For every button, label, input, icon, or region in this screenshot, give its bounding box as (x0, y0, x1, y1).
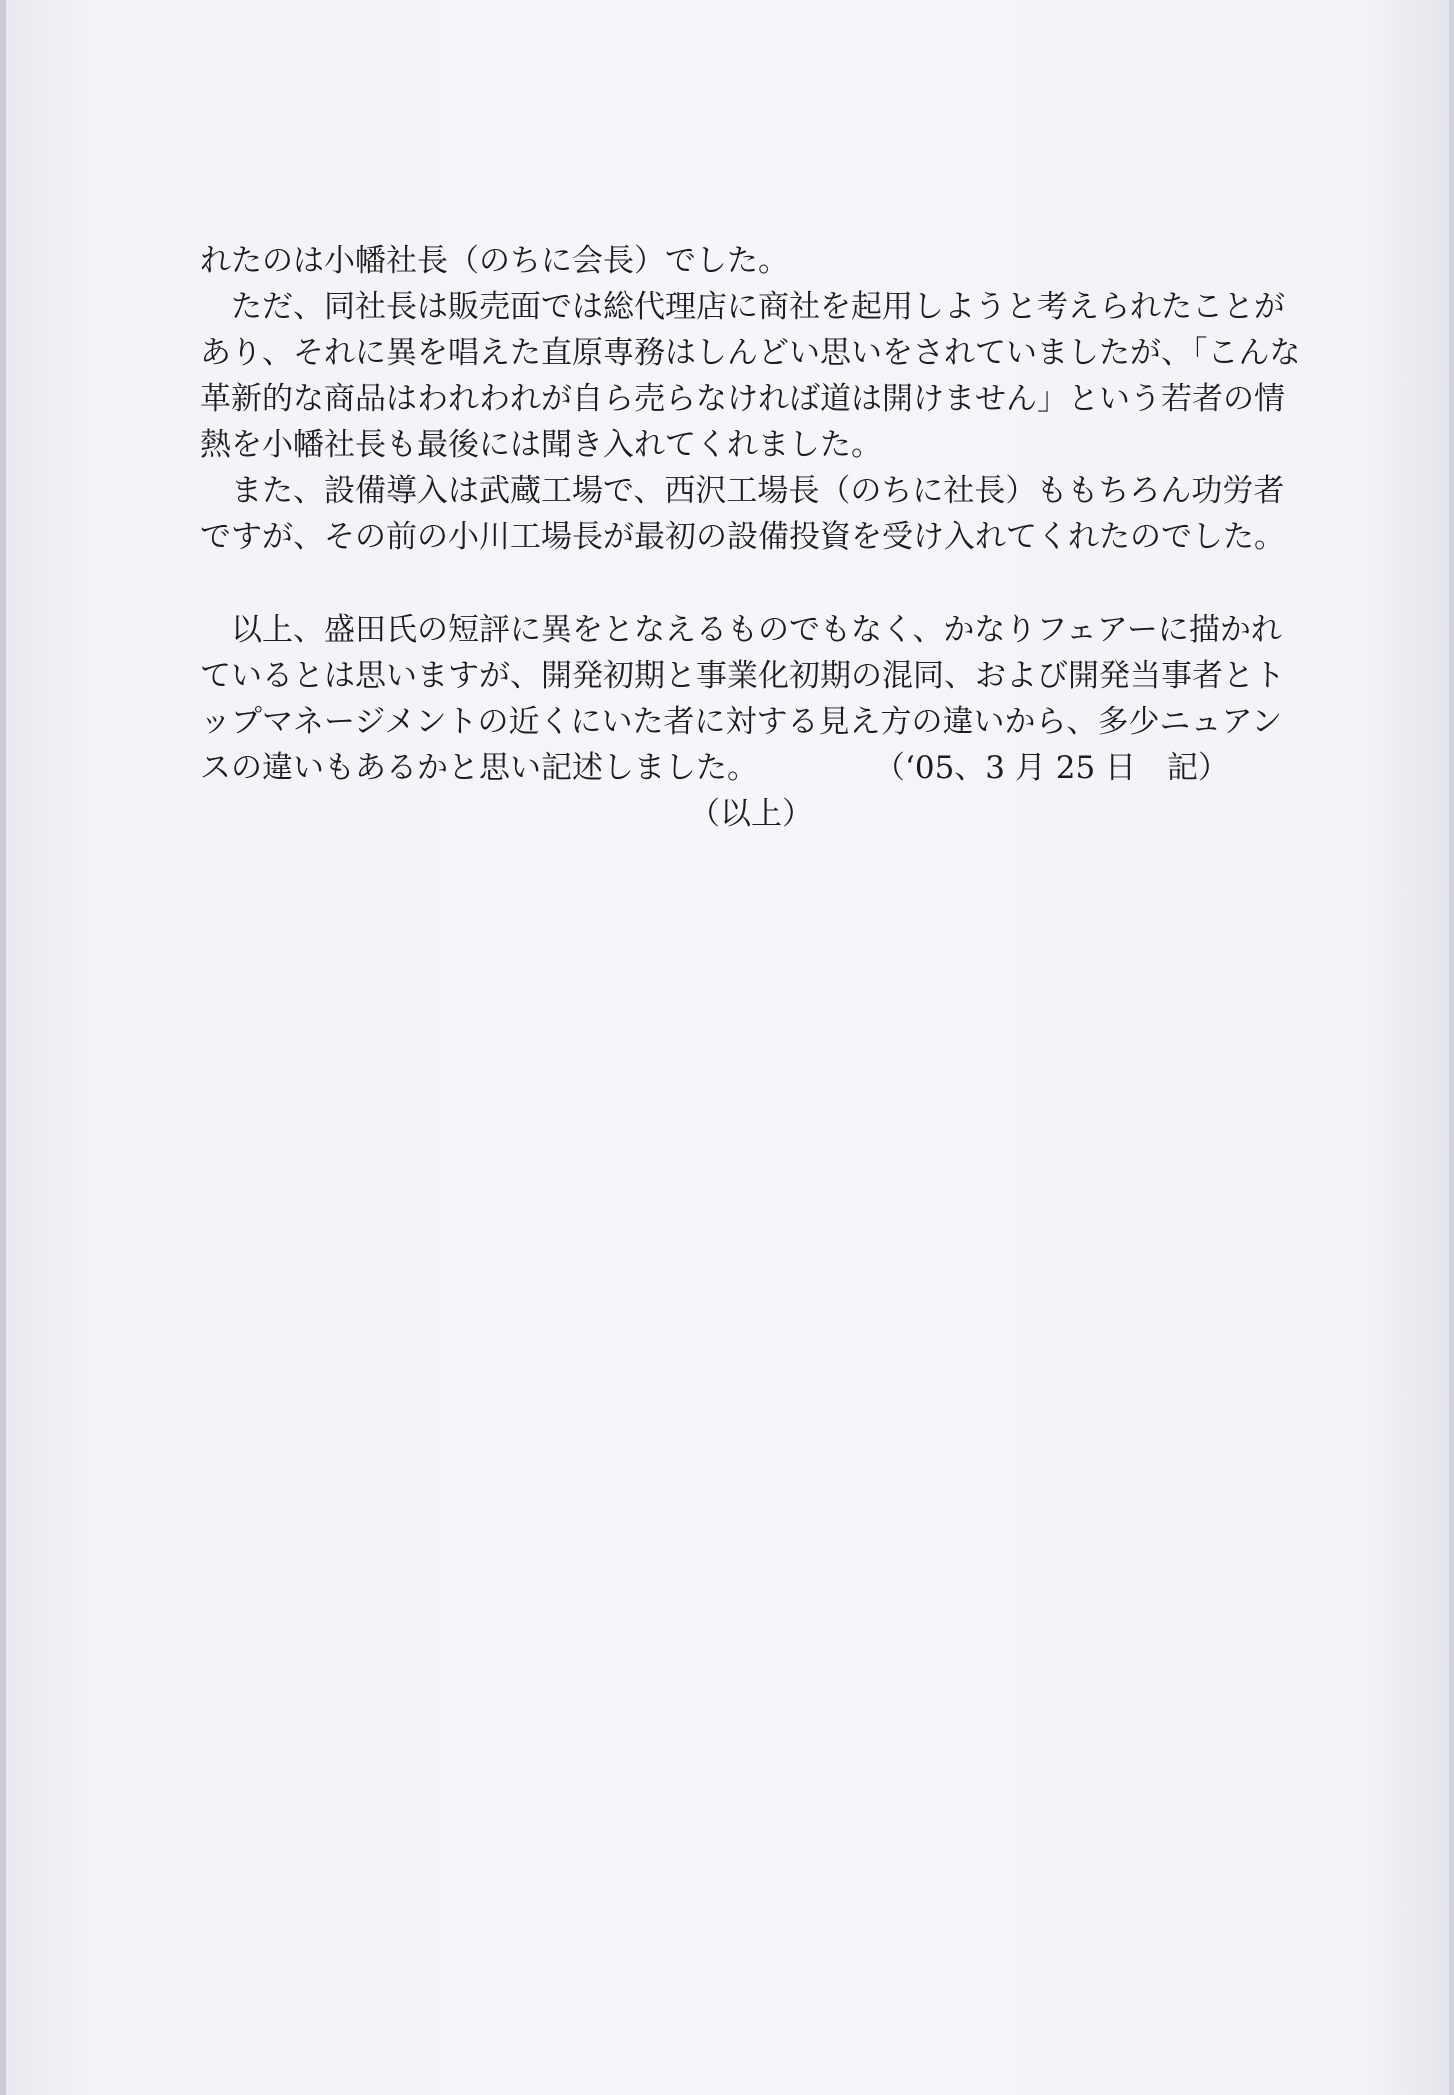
text-line: スの違いもあるかと思い記述しました。 (200, 750, 758, 786)
closing-mark: （以上） (689, 796, 813, 832)
text-line: あり、それに異を唱えた直原専務はしんどい思いをされていましたが、「こんな (200, 335, 1301, 371)
text-line: 革新的な商品はわれわれが自ら売らなければ道は開けません」という若者の情 (200, 381, 1285, 417)
final-text-line (200, 745, 1262, 791)
text-line: ップマネージメントの近くにいた者に対する見え方の違いから、多少ニュアン (200, 704, 1283, 740)
text-line: 熱を小幡社長も最後には聞き入れてくれました。 (200, 427, 882, 463)
text-line: ているとは思いますが、開発初期と事業化初期の混同、および開発当事者とト (200, 658, 1285, 694)
text-line: れたのは小幡社長（のちに会長）でした。 (200, 243, 789, 279)
scan-edge-left (0, 0, 6, 2095)
text-line: また、設備導入は武蔵工場で、西沢工場長（のちに社長）ももちろん功労者 (200, 473, 1285, 509)
date-note: （‘05、3 月 25 日 記） (874, 750, 1230, 786)
scan-edge-right (1449, 0, 1454, 2095)
document-body (200, 238, 1301, 837)
text-line: ただ、同社長は販売面では総代理店に商社を起用しようと考えられたことが (200, 289, 1285, 325)
paragraph-gap (200, 560, 1262, 607)
text-line: 以上、盛田氏の短評に異をとなえるものでもなく、かなりフェアーに描かれ (200, 612, 1282, 648)
text-line: ですが、その前の小川工場長が最初の設備投資を受け入れてくれたのでした。 (200, 519, 1285, 555)
